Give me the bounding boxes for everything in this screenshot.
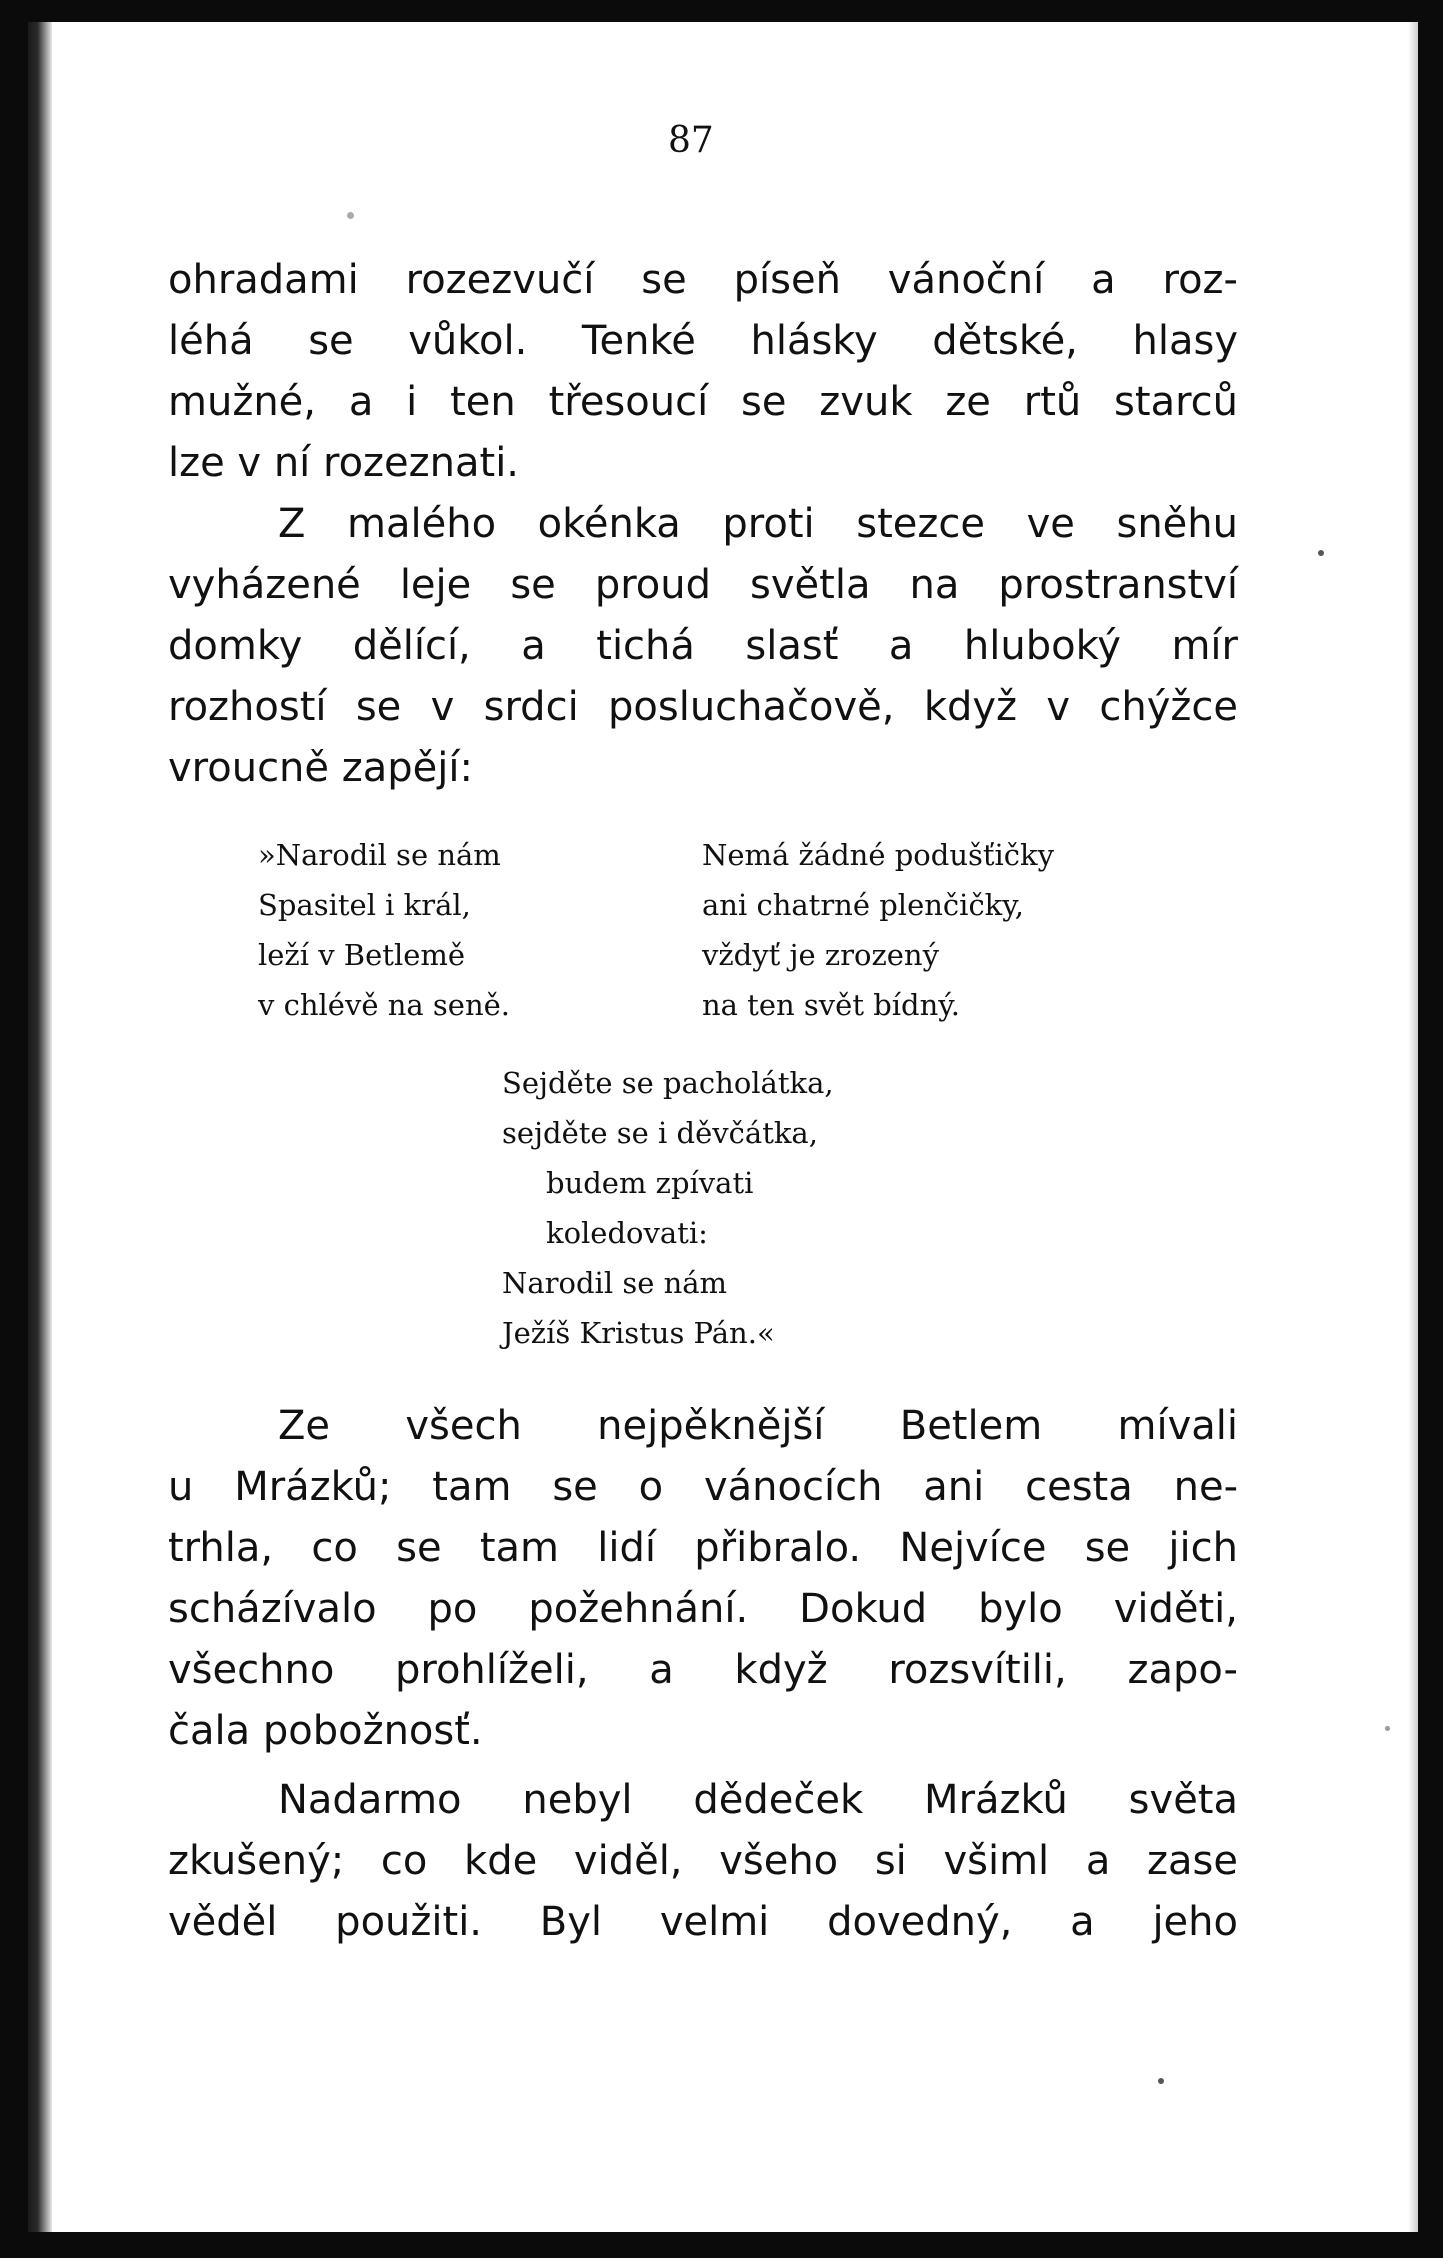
carol-stanza-1 [258,830,510,1030]
verse-line: sejděte se i děvčátka, [502,1116,818,1150]
verse-line: na ten svět bídný. [702,988,961,1022]
text-line: vyházené leje se proud světla na prostranství [168,562,1238,608]
text-line: domky dělící, a tichá slasť a hluboký mír [168,623,1238,669]
verse-line: Sejděte se pacholátka, [502,1066,834,1100]
carol-stanza-2 [702,830,1054,1030]
verse-line: leží v Betlemě [258,938,466,972]
verse-line: »Narodil se nám [258,838,501,872]
text-line: zkušený; co kde viděl, všeho si všiml a zase [168,1838,1238,1884]
scan-speck [1318,550,1324,556]
text-line: ohradami rozezvučí se píseň vánoční a roz- [168,257,1238,303]
text-line: vroucně zapějí: [168,745,473,791]
text-line: u Mrázků; tam se o vánocích ani cesta ne- [168,1464,1238,1510]
scan-speck [347,212,354,219]
paragraph-1 [168,250,1238,494]
verse-line: Ježíš Kristus Pán.« [502,1316,775,1350]
verse-line: Nemá žádné podušťičky [702,838,1055,872]
paragraph-4 [168,1770,1238,1953]
text-line: trhla, co se tam lidí přibralo. Nejvíce se jich [168,1525,1238,1571]
text-line: léhá se vůkol. Tenké hlásky dětské, hlasy [168,318,1238,364]
verse-line: koledovati: [546,1216,708,1250]
verse-line: Narodil se nám [502,1266,728,1300]
text-line: scházívalo po požehnání. Dokud bylo viděti, [168,1586,1238,1632]
carol-refrain [502,1058,834,1358]
scan-speck [1158,2078,1164,2084]
paragraph-2 [168,494,1238,799]
verse-line: ani chatrné plenčičky, [702,888,1025,922]
page-edge [1408,22,1418,2232]
scan-speck [1385,1726,1390,1731]
text-line: věděl použiti. Byl velmi dovedný, a jeho [168,1899,1238,1945]
verse-line: v chlévě na seně. [258,988,511,1022]
text-line: všechno prohlíželi, a když rozsvítili, zapo- [168,1647,1238,1693]
text-line: Ze všech nejpěknější Betlem mívali [278,1403,1238,1449]
text-line: lze v ní rozeznati. [168,440,520,486]
paragraph-3 [168,1396,1238,1762]
text-line: Z malého okénka proti stezce ve sněhu [278,501,1238,547]
text-line: čala pobožnosť. [168,1708,483,1754]
text-line: Nadarmo nebyl dědeček Mrázků světa [278,1777,1238,1823]
page-number: 87 [668,120,714,161]
verse-line: budem zpívati [546,1166,754,1200]
verse-line: Spasitel i král, [258,888,471,922]
text-line: rozhostí se v srdci posluchačově, když v chýžce [168,684,1238,730]
text-line: mužné, a i ten třesoucí se zvuk ze rtů starců [168,379,1238,425]
binding-shadow [28,22,52,2232]
verse-line: vždyť je zrozený [702,938,939,972]
